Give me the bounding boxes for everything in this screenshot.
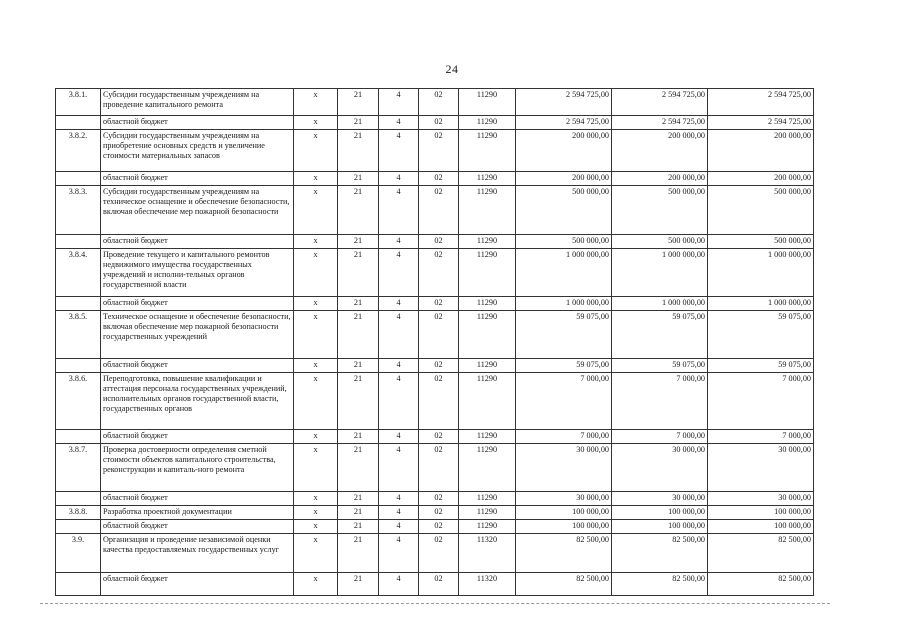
row-amount-2: 1 000 000,00 [612,249,708,297]
row-number: 3.8.5. [56,311,101,359]
row-number [56,430,101,444]
row-amount-2: 82 500,00 [612,573,708,596]
row-code-3: 02 [419,520,459,534]
row-code-1: 21 [338,534,379,573]
row-amount-1: 59 075,00 [516,311,612,359]
row-amount-3: 1 000 000,00 [708,249,814,297]
row-amount-1: 30 000,00 [516,492,612,506]
row-number: 3.8.7. [56,444,101,492]
row-code-2: 4 [379,130,419,172]
row-code-2: 4 [379,430,419,444]
table-row [56,249,814,297]
table-row [56,172,814,186]
row-number [56,573,101,596]
row-code-2: 4 [379,444,419,492]
row-amount-1: 82 500,00 [516,534,612,573]
row-code-2: 4 [379,172,419,186]
row-target-code: 11290 [459,249,516,297]
table-row [56,235,814,249]
row-code-2: 4 [379,534,419,573]
row-code-3: 02 [419,172,459,186]
row-name: Переподготовка, повышение квалификации и аттестация персонала государственных учреждений, исполнительных органов государственной власти, государственных органов [101,373,294,430]
row-name: областной бюджет [101,116,294,130]
row-code-3: 02 [419,506,459,520]
row-amount-3: 30 000,00 [708,444,814,492]
row-code-3: 02 [419,311,459,359]
row-amount-1: 200 000,00 [516,130,612,172]
row-name: Разработка проектной документации [101,506,294,520]
table-row [56,130,814,172]
row-marker: x [294,506,338,520]
row-marker: x [294,534,338,573]
row-target-code: 11290 [459,130,516,172]
row-amount-3: 500 000,00 [708,186,814,235]
row-number: 3.8.8. [56,506,101,520]
row-amount-3: 7 000,00 [708,373,814,430]
row-amount-2: 100 000,00 [612,520,708,534]
row-amount-2: 30 000,00 [612,444,708,492]
row-name: областной бюджет [101,172,294,186]
row-code-2: 4 [379,492,419,506]
row-amount-1: 59 075,00 [516,359,612,373]
row-marker: x [294,520,338,534]
table-row [56,89,814,116]
page-number: 24 [445,62,459,76]
row-amount-1: 2 594 725,00 [516,89,612,116]
row-code-1: 21 [338,444,379,492]
row-target-code: 11290 [459,186,516,235]
row-code-3: 02 [419,373,459,430]
row-amount-2: 59 075,00 [612,311,708,359]
row-amount-2: 59 075,00 [612,359,708,373]
row-amount-3: 59 075,00 [708,311,814,359]
row-code-1: 21 [338,297,379,311]
row-amount-3: 500 000,00 [708,235,814,249]
budget-table [55,88,814,596]
row-code-3: 02 [419,89,459,116]
row-name: Организация и проведение независимой оценки качества предоставляемых государственных услуг [101,534,294,573]
row-name: областной бюджет [101,573,294,596]
row-amount-2: 82 500,00 [612,534,708,573]
row-code-1: 21 [338,520,379,534]
row-amount-1: 500 000,00 [516,235,612,249]
row-target-code: 11290 [459,235,516,249]
row-code-2: 4 [379,297,419,311]
row-number [56,116,101,130]
row-name: областной бюджет [101,430,294,444]
row-amount-3: 1 000 000,00 [708,297,814,311]
row-number: 3.8.3. [56,186,101,235]
row-target-code: 11290 [459,89,516,116]
row-target-code: 11290 [459,444,516,492]
row-number [56,520,101,534]
row-code-1: 21 [338,359,379,373]
page-bottom-edge [40,603,830,604]
row-number: 3.8.2. [56,130,101,172]
row-name: Субсидии государственным учреждениям на приобретение основных средств и увеличение стоимости материальных запасов [101,130,294,172]
row-name: Проверка достоверности определения сметной стоимости объектов капитального строительства, реконструкции и капиталь-ного ремонта [101,444,294,492]
row-code-1: 21 [338,506,379,520]
row-marker: x [294,130,338,172]
row-marker: x [294,89,338,116]
row-target-code: 11290 [459,359,516,373]
row-amount-1: 30 000,00 [516,444,612,492]
row-code-2: 4 [379,116,419,130]
table-row [56,373,814,430]
row-name: Субсидии государственным учреждениям на техническое оснащение и обеспечение безопасности, включая обеспечение мер пожарной безопасности [101,186,294,235]
row-code-1: 21 [338,249,379,297]
row-code-1: 21 [338,573,379,596]
row-amount-3: 200 000,00 [708,130,814,172]
row-code-1: 21 [338,430,379,444]
row-code-2: 4 [379,506,419,520]
row-number: 3.8.1. [56,89,101,116]
row-name: областной бюджет [101,235,294,249]
table-row [56,186,814,235]
row-amount-3: 2 594 725,00 [708,89,814,116]
row-number [56,235,101,249]
row-amount-1: 200 000,00 [516,172,612,186]
row-target-code: 11290 [459,520,516,534]
row-code-3: 02 [419,430,459,444]
table-row [56,430,814,444]
table-row [56,116,814,130]
row-code-3: 02 [419,444,459,492]
row-amount-2: 1 000 000,00 [612,297,708,311]
row-amount-3: 59 075,00 [708,359,814,373]
row-name: Техническое оснащение и обеспечение безопасности, включая обеспечение мер пожарной безопасности государственных учреждений [101,311,294,359]
table-row [56,297,814,311]
row-code-1: 21 [338,116,379,130]
row-name: областной бюджет [101,297,294,311]
row-name: областной бюджет [101,492,294,506]
row-target-code: 11290 [459,430,516,444]
row-code-3: 02 [419,130,459,172]
row-target-code: 11290 [459,172,516,186]
row-amount-2: 100 000,00 [612,506,708,520]
row-code-1: 21 [338,492,379,506]
row-marker: x [294,172,338,186]
row-amount-2: 200 000,00 [612,172,708,186]
row-amount-1: 82 500,00 [516,573,612,596]
row-amount-2: 30 000,00 [612,492,708,506]
row-code-1: 21 [338,172,379,186]
row-name: Проведение текущего и капитального ремонтов недвижимого имущества государственных учреждений и исполни-тельных органов государственной власти [101,249,294,297]
row-target-code: 11290 [459,311,516,359]
row-marker: x [294,186,338,235]
row-code-1: 21 [338,311,379,359]
row-code-2: 4 [379,249,419,297]
row-amount-2: 7 000,00 [612,373,708,430]
row-name: областной бюджет [101,359,294,373]
row-code-3: 02 [419,359,459,373]
row-code-2: 4 [379,186,419,235]
row-code-3: 02 [419,297,459,311]
row-number [56,492,101,506]
table-row [56,359,814,373]
row-code-2: 4 [379,89,419,116]
row-marker: x [294,444,338,492]
row-amount-1: 7 000,00 [516,373,612,430]
row-amount-3: 100 000,00 [708,506,814,520]
row-code-3: 02 [419,492,459,506]
row-code-1: 21 [338,373,379,430]
row-code-2: 4 [379,520,419,534]
table-row [56,311,814,359]
row-amount-3: 100 000,00 [708,520,814,534]
row-marker: x [294,492,338,506]
row-target-code: 11290 [459,492,516,506]
row-amount-2: 2 594 725,00 [612,89,708,116]
row-amount-1: 500 000,00 [516,186,612,235]
row-amount-3: 2 594 725,00 [708,116,814,130]
row-code-1: 21 [338,89,379,116]
row-target-code: 11290 [459,373,516,430]
row-target-code: 11290 [459,297,516,311]
table-row [56,520,814,534]
row-amount-2: 500 000,00 [612,186,708,235]
row-number [56,297,101,311]
row-name: Субсидии государственным учреждениям на проведение капитального ремонта [101,89,294,116]
row-target-code: 11320 [459,534,516,573]
row-amount-1: 7 000,00 [516,430,612,444]
row-amount-1: 1 000 000,00 [516,249,612,297]
row-amount-2: 200 000,00 [612,130,708,172]
row-number [56,359,101,373]
table-row [56,506,814,520]
row-amount-3: 7 000,00 [708,430,814,444]
table-row [56,492,814,506]
row-marker: x [294,116,338,130]
row-target-code: 11320 [459,573,516,596]
row-target-code: 11290 [459,506,516,520]
row-marker: x [294,235,338,249]
row-amount-1: 1 000 000,00 [516,297,612,311]
row-code-3: 02 [419,573,459,596]
row-code-2: 4 [379,311,419,359]
table-row [56,444,814,492]
table-body [56,89,814,596]
row-code-2: 4 [379,373,419,430]
row-amount-2: 7 000,00 [612,430,708,444]
row-marker: x [294,249,338,297]
table-row [56,573,814,596]
row-code-1: 21 [338,130,379,172]
row-code-3: 02 [419,534,459,573]
row-number: 3.8.6. [56,373,101,430]
row-amount-3: 200 000,00 [708,172,814,186]
row-code-1: 21 [338,235,379,249]
row-marker: x [294,359,338,373]
row-target-code: 11290 [459,116,516,130]
row-code-3: 02 [419,186,459,235]
row-code-2: 4 [379,359,419,373]
row-code-3: 02 [419,116,459,130]
row-marker: x [294,430,338,444]
row-amount-1: 2 594 725,00 [516,116,612,130]
table-row [56,534,814,573]
row-amount-2: 500 000,00 [612,235,708,249]
row-amount-3: 30 000,00 [708,492,814,506]
row-marker: x [294,297,338,311]
row-amount-2: 2 594 725,00 [612,116,708,130]
row-number: 3.9. [56,534,101,573]
row-amount-1: 100 000,00 [516,506,612,520]
row-name: областной бюджет [101,520,294,534]
row-number [56,172,101,186]
row-marker: x [294,311,338,359]
row-amount-1: 100 000,00 [516,520,612,534]
row-marker: x [294,573,338,596]
row-marker: x [294,373,338,430]
row-code-1: 21 [338,186,379,235]
row-code-2: 4 [379,573,419,596]
row-code-2: 4 [379,235,419,249]
row-code-3: 02 [419,249,459,297]
row-code-3: 02 [419,235,459,249]
row-amount-3: 82 500,00 [708,573,814,596]
row-number: 3.8.4. [56,249,101,297]
row-amount-3: 82 500,00 [708,534,814,573]
